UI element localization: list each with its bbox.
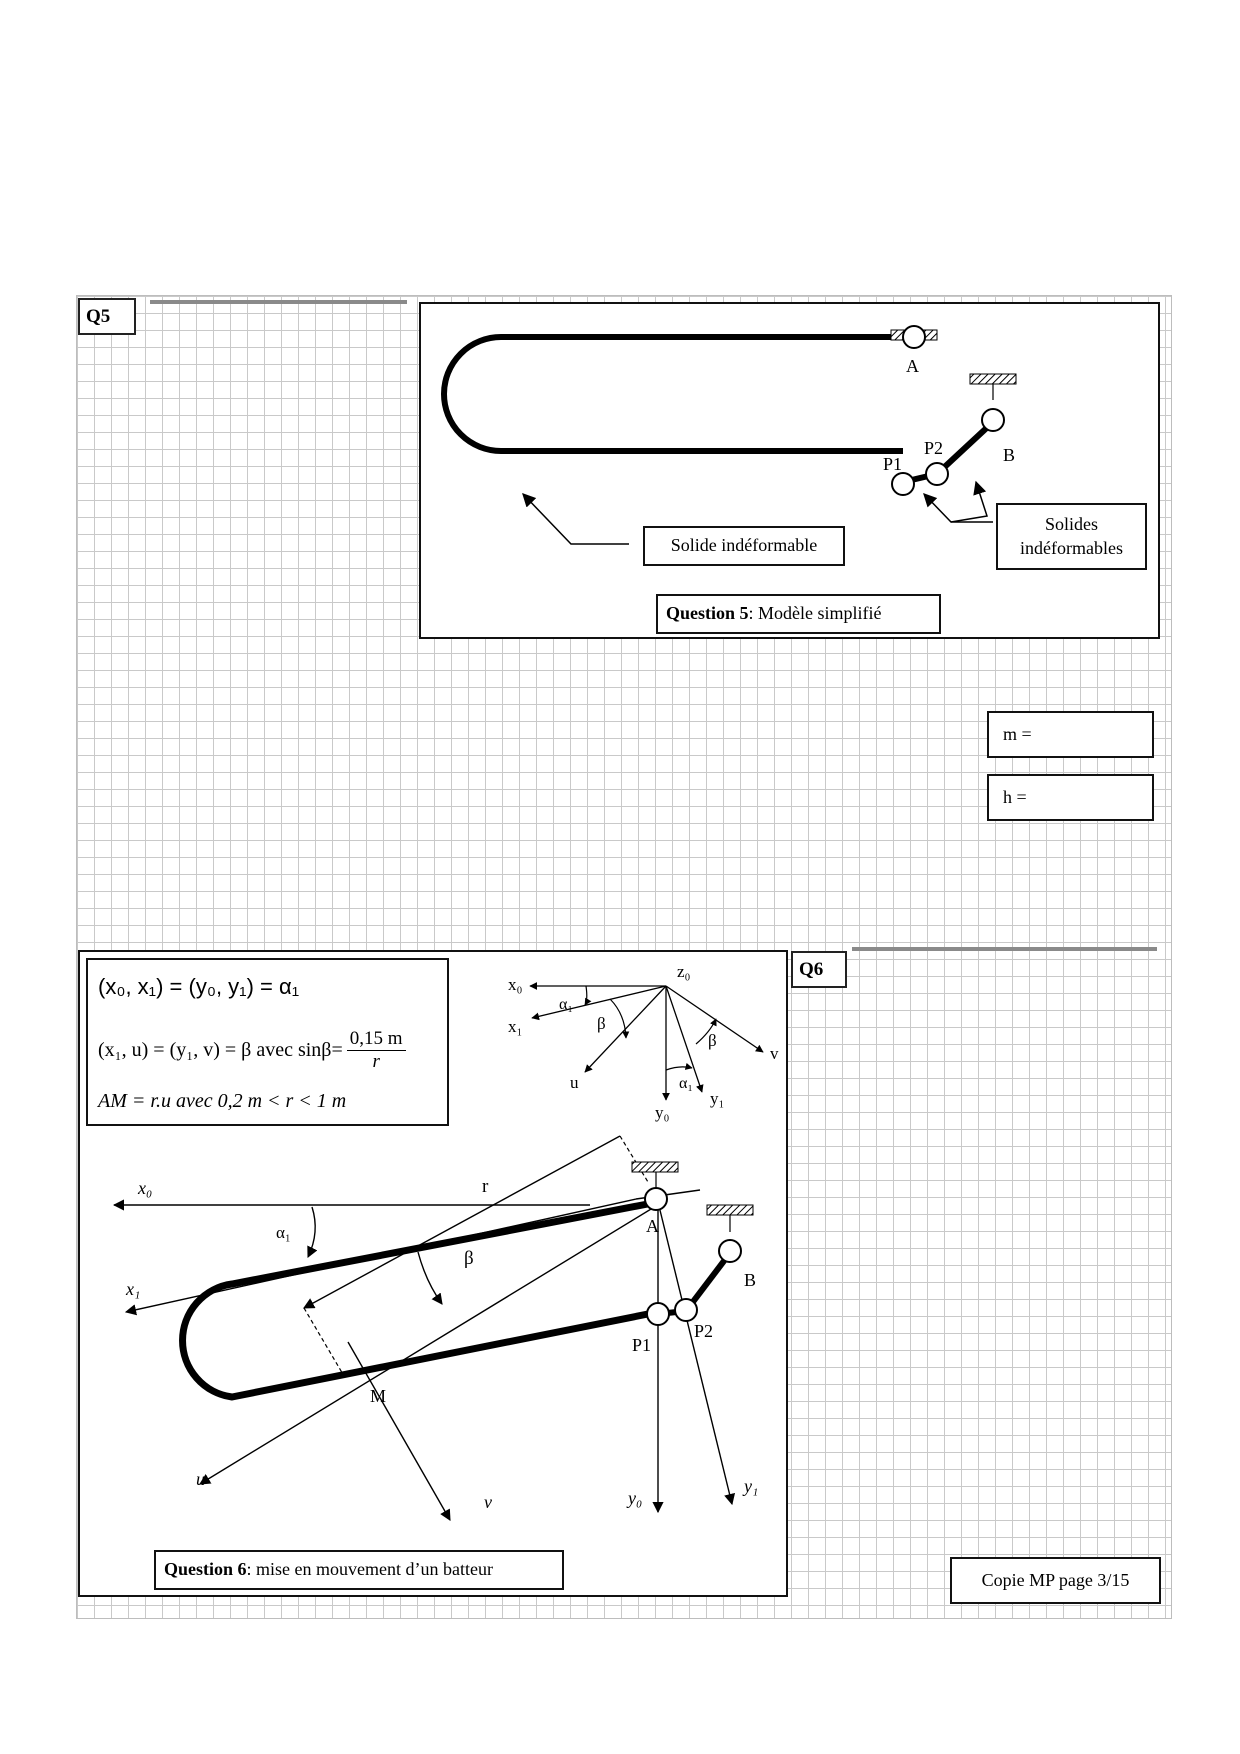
svg-text:y₁: y₁ [710, 1089, 725, 1108]
q6-lbl-y1: y₁ [744, 1476, 759, 1496]
q5-label-a: A [906, 356, 919, 376]
footer-page-text: Copie MP page 3/15 [981, 1569, 1130, 1590]
answer-m-box[interactable]: m = [987, 711, 1154, 758]
q6-arc-alpha1 [308, 1207, 315, 1257]
svg-text:x₀: x₀ [508, 975, 523, 994]
q6-gray-bar [852, 947, 1157, 951]
svg-text:β: β [708, 1031, 717, 1050]
q5-solids-box: Solides indéformables [996, 503, 1147, 570]
q6-ground-a [632, 1162, 678, 1172]
q5-caption: Question 5 : Modèle simplifié [656, 594, 941, 634]
q6-ground-b [707, 1205, 753, 1215]
q5-pivot-b [982, 409, 1004, 431]
svg-text:α₁: α₁ [679, 1075, 693, 1092]
q6-lbl-x0: x₀ [138, 1178, 153, 1198]
svg-text:y₀: y₀ [655, 1103, 670, 1122]
q6-diagram [80, 952, 786, 1595]
footer-page-box [950, 1557, 1161, 1604]
q5-pivot-p2 [926, 463, 948, 485]
q6-lbl-y0: y₀ [628, 1488, 643, 1508]
q6-eq1: (x₀, x₁) = (y₀, y₁) = α₁ [98, 974, 300, 999]
q6-eq3: AM = r.u avec 0,2 m < r < 1 m [98, 1090, 347, 1112]
q6-diagram-panel [78, 950, 788, 1597]
q5-pivot-p1 [892, 473, 914, 495]
q6-lbl-alpha1: α₁ [276, 1223, 291, 1242]
q5-label: Q5 [78, 298, 136, 335]
q6-caption: Question 6 : mise en mouvement d’un batteur [154, 1550, 564, 1590]
q6-lbl-m: M [370, 1386, 387, 1406]
q5-pointer-multi [924, 494, 993, 522]
svg-text:z₀: z₀ [677, 962, 691, 981]
q5-pointer-single [523, 494, 629, 544]
q6-lbl-b: B [744, 1270, 757, 1290]
q5-u-solid [444, 337, 914, 451]
q6-label: Q6 [791, 951, 847, 988]
q5-label-p2: P2 [924, 438, 944, 458]
q5-ground-b [970, 374, 1016, 384]
q6-lbl-p2: P2 [694, 1321, 714, 1341]
q6-lbl-v: v [484, 1492, 492, 1512]
q5-diagram-panel [419, 302, 1160, 639]
q5-label-p1: P1 [883, 454, 903, 474]
q6-pivot-p1 [647, 1303, 669, 1325]
svg-text:u: u [570, 1073, 579, 1092]
q6-arc-beta [418, 1252, 442, 1304]
q6-lbl-u: u [196, 1469, 205, 1489]
q5-gray-bar [150, 300, 407, 304]
q5-diagram [421, 304, 1158, 637]
q6-pivot-a [645, 1188, 667, 1210]
q6-pivot-b [719, 1240, 741, 1262]
answer-h-box[interactable]: h = [987, 774, 1154, 821]
svg-text:α₁: α₁ [559, 996, 573, 1013]
q6-lbl-a: A [646, 1216, 659, 1236]
q6-lbl-x1: x₁ [126, 1279, 141, 1299]
q6-pivot-p2 [675, 1299, 697, 1321]
q6-lbl-beta: β [464, 1248, 474, 1269]
q6-eq2: (x₁, u) = (y₁, v) = β avec sinβ= $\frac{0,15 m}{r}$ [98, 1028, 406, 1073]
q6-reference-frame [508, 962, 779, 1122]
q6-lbl-p1: P1 [632, 1335, 652, 1355]
svg-text:β: β [597, 1014, 606, 1033]
q5-pivot-a [903, 326, 925, 348]
q5-label-b: B [1003, 445, 1016, 465]
q6-lbl-r: r [482, 1176, 489, 1197]
q6-u-solid [183, 1202, 658, 1397]
svg-text:x₁: x₁ [508, 1017, 523, 1036]
svg-text:v: v [770, 1044, 779, 1063]
q5-solid-box: Solide indéformable [643, 526, 845, 566]
